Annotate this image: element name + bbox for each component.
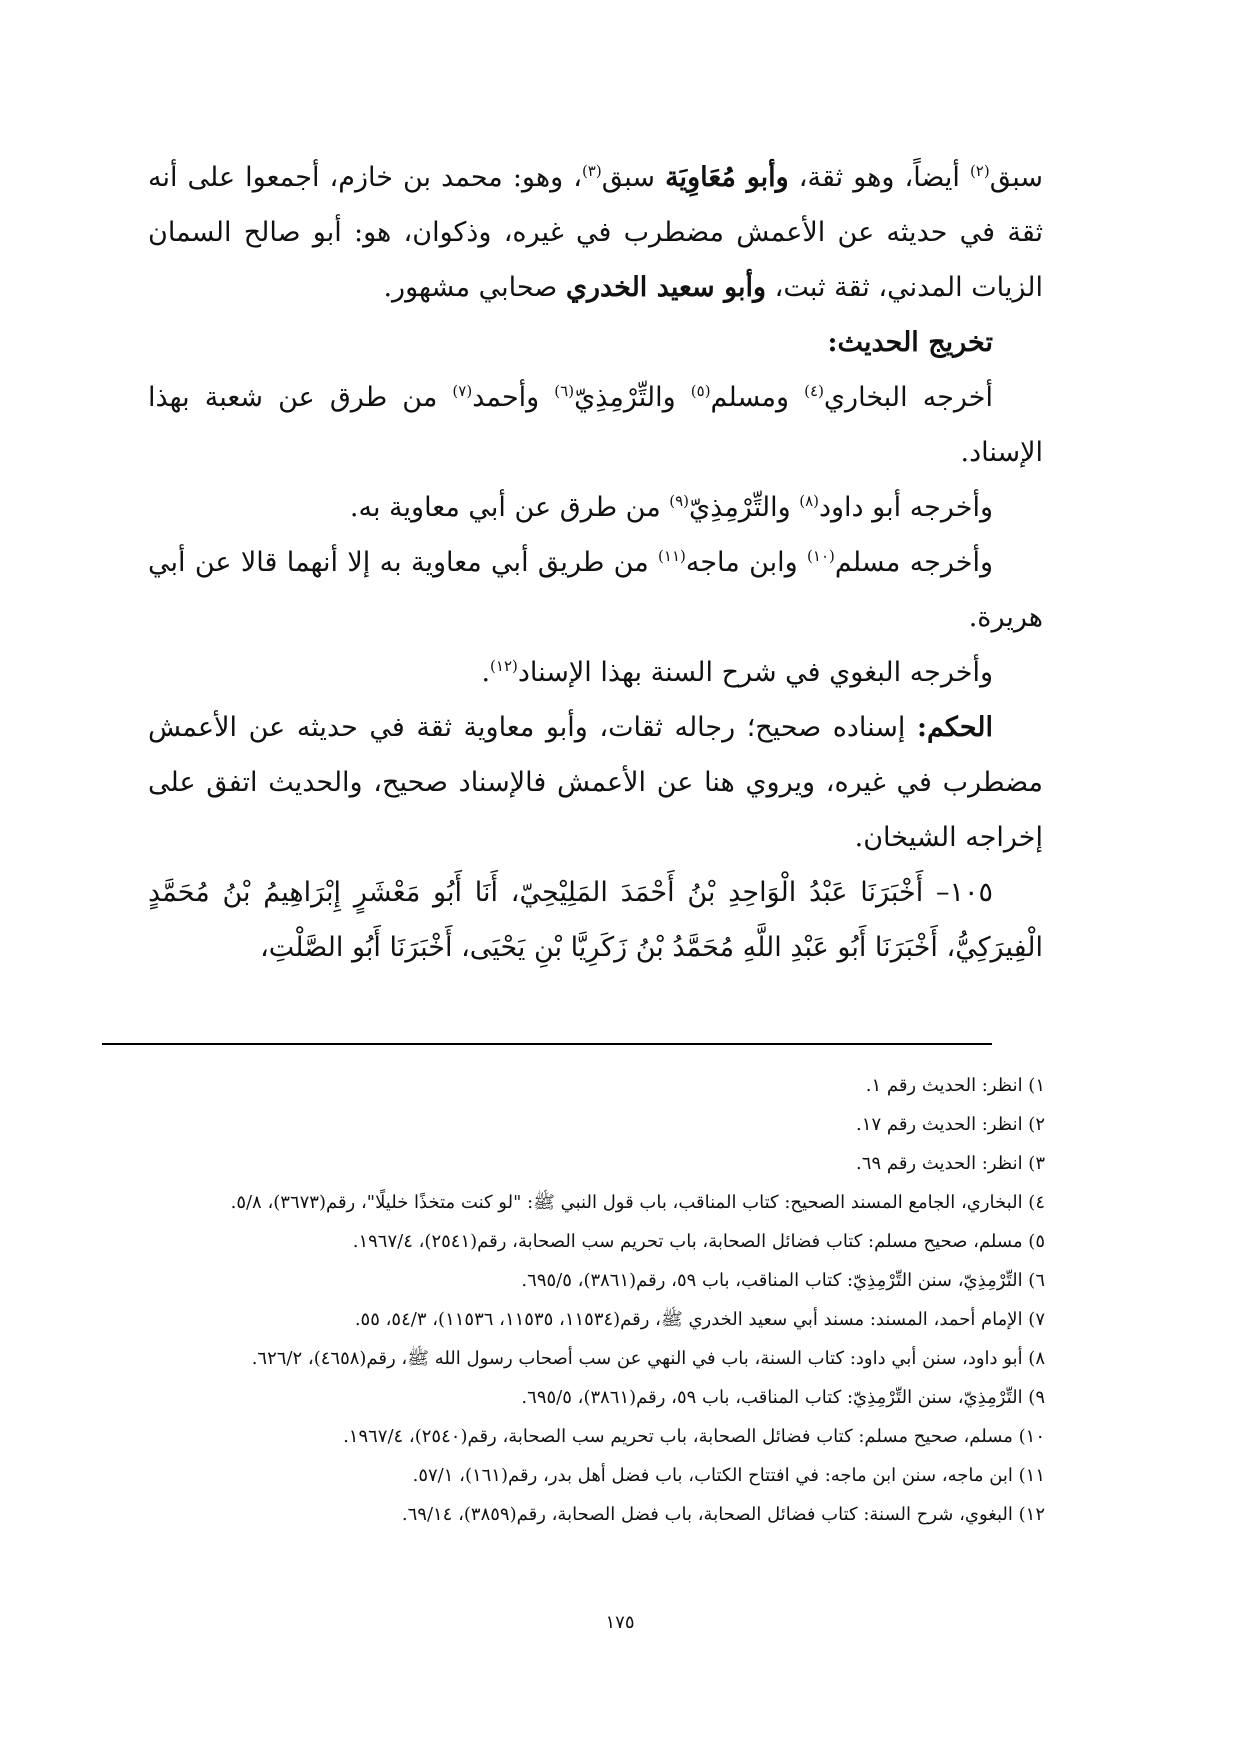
footnote-ref-11[interactable]: (١١) [658,547,686,565]
text-run: وأخرجه أبو داود [818,492,993,523]
footnote-ref-4[interactable]: (٤) [804,382,824,400]
text-run: صحابي مشهور. [383,272,566,303]
footnote-item: ٩) التِّرْمِذِيّ، سنن التِّرْمِذِيّ: كتاب المناقب، باب ٥٩، رقم(٣٨٦١)، ٦٩٥/٥. [521,1387,1045,1408]
text-run: أخرجه البخاري [823,382,993,413]
footnote-item: ٧) الإمام أحمد، المسند: مسند أبي سعيد الخدري ﷺ، رقم(١١٥٣٤، ١١٥٣٥، ١١٥٣٦)، ٥٤/٣، ٥٥. [354,1309,1045,1330]
bold-name: وأبو مُعَاوِيَة [665,162,789,193]
footnote-divider [102,1043,992,1045]
text-run: أيضاً، وهو ثقة، [788,162,970,193]
text-run: وابن ماجه [685,547,808,578]
footnote-item: ١٢) البغوي، شرح السنة: كتاب فضائل الصحابة، باب فضل الصحابة، رقم(٣٨٥٩)، ٦٩/١٤. [401,1504,1045,1525]
footnote-item: ٢) انظر: الحديث رقم ١٧. [856,1114,1045,1135]
footnote-ref-9[interactable]: (٩) [669,492,690,510]
section-heading: تخريج الحديث: [827,327,993,358]
footnote-ref-2[interactable]: (٢) [969,162,990,180]
footnote-ref-12[interactable]: (١٢) [490,657,518,675]
footnote-ref-10[interactable]: (١٠) [807,547,835,565]
paragraph-takhrij-3 [148,535,1043,645]
footnote-ref-5[interactable]: (٥) [690,382,711,400]
text-run: سبق [601,162,666,193]
footnote-item: ١١) ابن ماجه، سنن ابن ماجه: في افتتاح الكتاب، باب فضل أهل بدر، رقم(١٦١)، ٥٧/١. [412,1465,1045,1486]
paragraph-takhrij-4 [148,645,1043,700]
footnote-ref-8[interactable]: (٨) [799,492,819,510]
footnote-item: ٥) مسلم، صحيح مسلم: كتاب فضائل الصحابة، باب تحريم سب الصحابة، رقم(٢٥٤١)، ١٩٦٧/٤. [352,1231,1045,1252]
paragraph-ruling [148,700,1043,865]
footnote-item: ١) انظر: الحديث رقم ١. [865,1075,1045,1096]
footnote-ref-3[interactable]: (٣) [581,162,602,180]
text-run: ، وهو: محمد بن خازم، أجمعوا على أنه ثقة في حديثه عن الأعمش مضطرب في غيره، وذكوان، هو: أبو صالح السمان الزيات المدني، ثقة ثبت، [148,162,1043,303]
footnote-ref-6[interactable]: (٦) [554,382,575,400]
bold-name: وأبو سعيد الخدري [565,272,767,303]
page-number: ١٧٥ [605,1612,635,1633]
ruling-label: الحكم: [916,712,993,743]
text-run: إسناده صحيح؛ رجاله ثقات، وأبو معاوية ثقة في حديثه عن الأعمش مضطرب في غيره، ويروي هنا عن الأعمش فالإسناد صحيح، والحديث اتفق على إخراجه الشيخان. [148,712,1043,853]
text-run: من طريق أبي معاوية به إلا أنهما قالا عن أبي هريرة. [148,547,1043,633]
text-run: والتِّرْمِذِيّ [689,492,800,523]
main-text [148,150,1043,975]
paragraph-takhrij-1 [148,370,1043,480]
text-run: من طرق عن أبي معاوية به. [349,492,670,523]
text-run: ومسلم [710,382,805,413]
text-run: وأحمد [472,382,555,413]
paragraph-hadith-105: ١٠٥– أَخْبَرَنَا عَبْدُ الْوَاحِدِ بْنُ أَحْمَدَ المَلِيْحِيّ، أَنَا أَبُو مَعْشَرٍ إِبْرَاهِيمُ بْنُ مُحَمَّدٍ الْفِيرَكِيُّ، أَخْبَرَنَا أَبُو عَبْدِ اللَّهِ مُحَمَّدُ بْنُ زَكَرِيَّا بْنِ يَحْيَى، أَخْبَرَنَا أَبُو الصَّلْتِ، [148,877,1043,963]
paragraph-narrators [148,150,1043,315]
text-run: وأخرجه البغوي في شرح السنة بهذا الإسناد [517,657,993,688]
footnote-item: ٦) التِّرْمِذِيّ، سنن التِّرْمِذِيّ: كتاب المناقب، باب ٥٩، رقم(٣٨٦١)، ٦٩٥/٥. [521,1270,1045,1291]
text-run: سبق [989,162,1044,193]
footnotes [150,1066,1045,1534]
text-run: من طرق عن شعبة بهذا الإسناد. [148,382,1043,468]
footnote-ref-7[interactable]: (٧) [452,382,473,400]
text-run: وأخرجه مسلم [834,547,993,578]
footnote-item: ٣) انظر: الحديث رقم ٦٩. [856,1153,1045,1174]
footnote-item: ٤) البخاري، الجامع المسند الصحيح: كتاب المناقب، باب قول النبي ﷺ: "لو كنت متخذًا خليلًا"، رقم(٣٦٧٣)، ٥/٨. [230,1192,1045,1213]
paragraph-takhrij-2 [148,480,1043,535]
footnote-item: ١٠) مسلم، صحيح مسلم: كتاب فضائل الصحابة، باب تحريم سب الصحابة، رقم(٢٥٤٠)، ١٩٦٧/٤. [343,1426,1045,1447]
text-run: والتِّرْمِذِيّ [574,382,691,413]
text-run: . [481,657,491,688]
footnote-item: ٨) أبو داود، سنن أبي داود: كتاب السنة، باب في النهي عن سب أصحاب رسول الله ﷺ، رقم(٤٦٥٨)، ٦٢٦/٢. [251,1348,1045,1369]
